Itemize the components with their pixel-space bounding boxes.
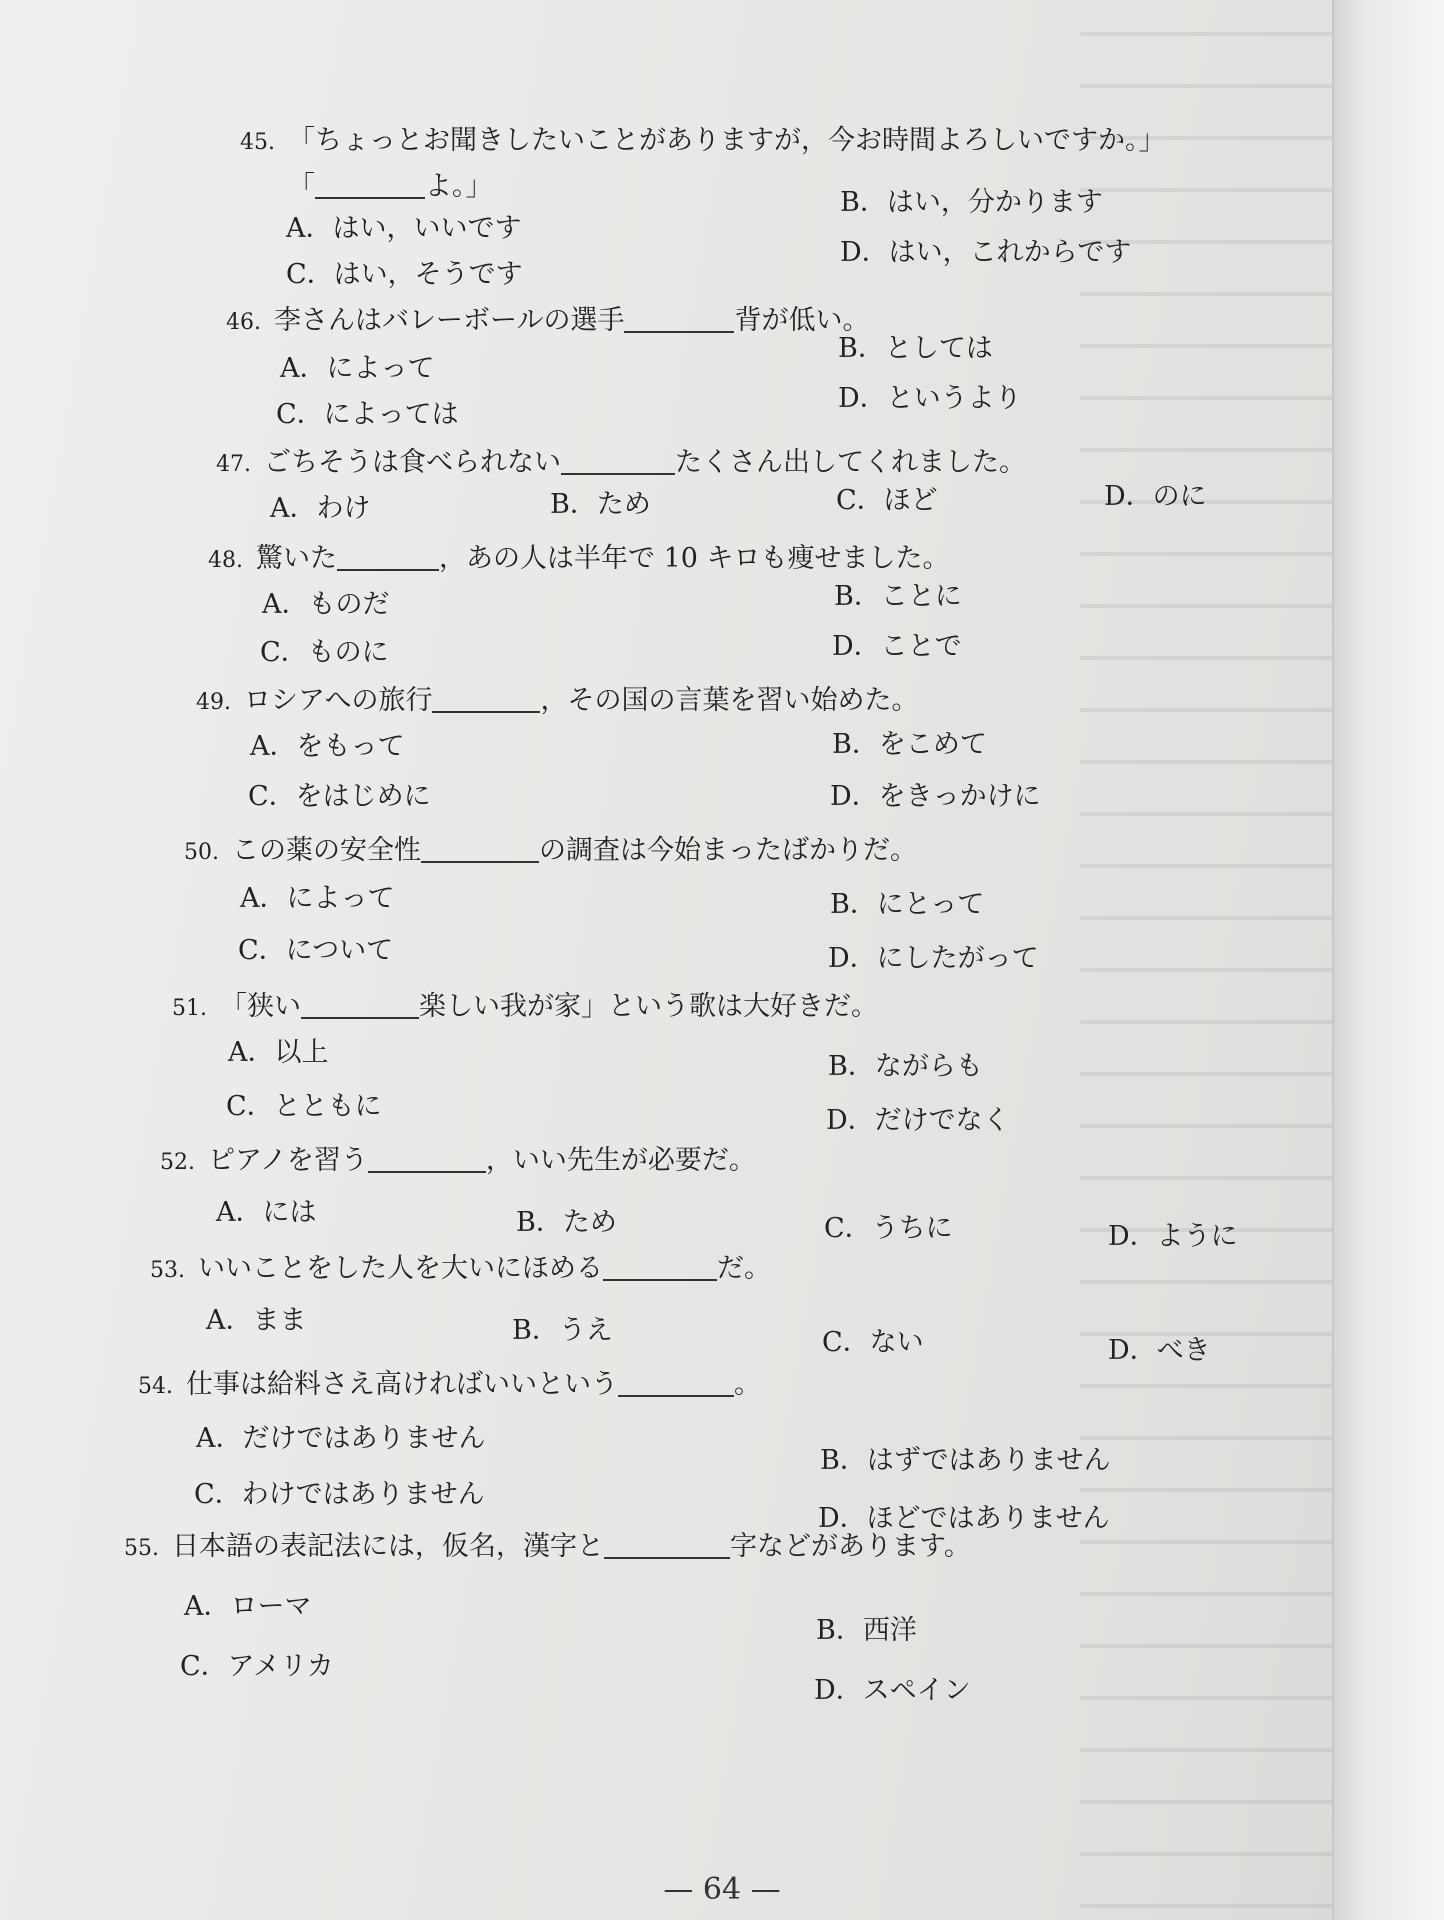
- question-49: [196, 684, 918, 720]
- option-c[interactable]: C．をはじめに: [248, 781, 431, 812]
- option-c[interactable]: C．について: [238, 935, 394, 966]
- option-d[interactable]: D．をきっかけに: [830, 781, 1041, 812]
- answer-blank[interactable]: [618, 1369, 734, 1397]
- option-c[interactable]: C．ほど: [836, 485, 938, 516]
- answer-blank[interactable]: [603, 1253, 717, 1281]
- question-text: ピアノを習う: [208, 1145, 368, 1176]
- page-number: — 64 —: [663, 1872, 781, 1907]
- option-d[interactable]: D．スペイン: [814, 1675, 971, 1706]
- answer-blank[interactable]: [301, 991, 419, 1019]
- answer-blank[interactable]: [561, 447, 675, 475]
- option-c[interactable]: C．とともに: [226, 1091, 382, 1122]
- question-text: 仕事は給料さえ高ければいいという: [186, 1369, 618, 1400]
- question-text: いいことをした人を大いにほめる: [198, 1253, 603, 1284]
- question-text: 字などがあります。: [730, 1531, 971, 1562]
- answer-blank[interactable]: [421, 835, 539, 863]
- option-c[interactable]: C．ものに: [260, 637, 389, 668]
- bleed-through-text: [1080, 0, 1340, 1920]
- question-number: 54.: [138, 1374, 173, 1399]
- option-b[interactable]: B．にとって: [830, 889, 985, 920]
- question-number: 48.: [208, 548, 243, 573]
- option-c[interactable]: C．によっては: [276, 399, 459, 430]
- question-51: [172, 990, 878, 1026]
- question-text: ロシアへの旅行: [244, 685, 433, 716]
- question-text: ごちそうは食べられない: [264, 447, 561, 478]
- answer-blank[interactable]: [432, 685, 540, 713]
- option-a[interactable]: A．わけ: [270, 493, 371, 524]
- option-b[interactable]: B．ため: [516, 1207, 617, 1238]
- option-a[interactable]: A．以上: [228, 1037, 329, 1068]
- question-text: 驚いた: [256, 543, 337, 574]
- question-number: 45.: [240, 130, 275, 155]
- question-text: 「ちょっとお聞きしたいことがありますが，今お時間よろしいですか。」: [288, 125, 1166, 156]
- option-b[interactable]: B．うえ: [512, 1315, 613, 1346]
- option-a[interactable]: A．まま: [206, 1305, 307, 1336]
- option-c[interactable]: C．ない: [822, 1327, 924, 1358]
- answer-blank[interactable]: [368, 1145, 486, 1173]
- option-d[interactable]: D．ように: [1108, 1221, 1238, 1252]
- option-b[interactable]: B．ため: [550, 489, 651, 520]
- question-54: [138, 1368, 761, 1404]
- option-b[interactable]: B．としては: [838, 333, 993, 364]
- question-text: 「: [288, 171, 315, 202]
- question-text: 日本語の表記法には，仮名，漢字と: [172, 1531, 604, 1562]
- question-number: 46.: [226, 310, 261, 335]
- option-c[interactable]: C．うちに: [824, 1213, 953, 1244]
- question-text: ，その国の言葉を習い始めた。: [540, 685, 919, 716]
- question-number: 49.: [196, 690, 231, 715]
- question-text: 。: [734, 1369, 761, 1400]
- question-text: ，いい先生が必要だ。: [485, 1145, 756, 1176]
- option-a[interactable]: A．をもって: [250, 731, 405, 762]
- question-number: 47.: [216, 452, 251, 477]
- option-b[interactable]: B．をこめて: [832, 729, 987, 760]
- page-edge: [1332, 0, 1444, 1920]
- question-52: [160, 1144, 756, 1180]
- question-53: [150, 1252, 771, 1288]
- question-text: 「狭い: [220, 991, 301, 1022]
- option-d[interactable]: D．というより: [838, 383, 1022, 414]
- question-45-line2: [288, 170, 493, 204]
- answer-blank[interactable]: [337, 543, 439, 571]
- option-c[interactable]: C．わけではありません: [194, 1479, 485, 1510]
- question-number: 55.: [124, 1536, 159, 1561]
- option-a[interactable]: A．ローマ: [184, 1591, 312, 1622]
- option-d[interactable]: D．はい，これからです: [840, 237, 1132, 268]
- option-d[interactable]: D．のに: [1104, 481, 1207, 512]
- option-c[interactable]: C．アメリカ: [180, 1651, 334, 1682]
- question-text: 李さんはバレーボールの選手: [274, 305, 625, 336]
- question-number: 53.: [150, 1258, 185, 1283]
- question-45: [240, 124, 1166, 160]
- question-text: よ。」: [425, 171, 493, 202]
- question-text: たくさん出してくれました。: [675, 447, 1026, 478]
- option-d[interactable]: D．ことで: [832, 631, 962, 662]
- option-a[interactable]: A．には: [216, 1197, 317, 1228]
- answer-blank[interactable]: [624, 305, 734, 333]
- option-d[interactable]: D．べき: [1108, 1335, 1211, 1366]
- question-text: この薬の安全性: [232, 835, 421, 866]
- option-a[interactable]: A．ものだ: [262, 589, 390, 620]
- option-b[interactable]: B．西洋: [816, 1615, 917, 1646]
- option-a[interactable]: A．はい，いいです: [286, 213, 522, 244]
- option-d[interactable]: D．だけでなく: [826, 1105, 1010, 1136]
- question-50: [184, 834, 917, 870]
- question-text: 背が低い。: [734, 305, 870, 336]
- option-a[interactable]: A．だけではありません: [196, 1423, 486, 1454]
- question-48: [208, 542, 950, 578]
- question-46: [226, 304, 869, 340]
- option-a[interactable]: A．によって: [240, 883, 395, 914]
- option-d[interactable]: D．ほどではありません: [818, 1503, 1110, 1534]
- question-text: 楽しい我が家」という歌は大好きだ。: [419, 991, 878, 1022]
- option-d[interactable]: D．にしたがって: [828, 943, 1039, 974]
- question-55: [124, 1530, 971, 1566]
- answer-blank[interactable]: [604, 1531, 730, 1559]
- question-text: だ。: [717, 1253, 771, 1284]
- question-text: ，あの人は半年で 10 キロも痩せました。: [439, 543, 950, 574]
- option-b[interactable]: B．ことに: [834, 581, 962, 612]
- option-a[interactable]: A．によって: [280, 353, 435, 384]
- option-b[interactable]: B．はずではありません: [820, 1445, 1111, 1476]
- question-text: の調査は今始まったばかりだ。: [539, 835, 917, 866]
- option-b[interactable]: B．はい，分かります: [840, 187, 1103, 218]
- option-b[interactable]: B．ながらも: [828, 1051, 983, 1082]
- question-number: 52.: [160, 1150, 195, 1175]
- question-47: [216, 446, 1026, 482]
- question-number: 51.: [172, 996, 207, 1021]
- answer-blank[interactable]: [315, 171, 425, 199]
- option-c[interactable]: C．はい，そうです: [286, 259, 523, 290]
- question-number: 50.: [184, 840, 219, 865]
